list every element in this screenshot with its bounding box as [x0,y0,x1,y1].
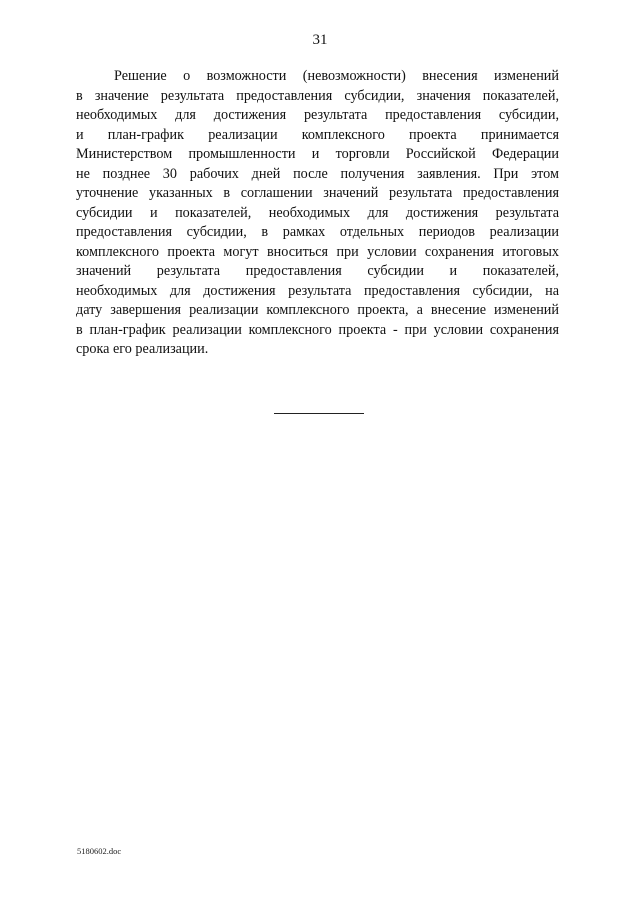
paragraph-line: срока его реализации. [76,341,209,357]
paragraph-line: комплексного проекта могут вноситься при условии сохранения итоговых [76,243,559,260]
page-number: 31 [312,32,328,48]
end-of-text-divider [274,413,364,414]
paragraph-line: дату завершения реализации комплексного проекта, а внесение изменений [76,302,559,318]
paragraph-line: значений результата предоставления субсидии и показателей, [76,263,559,279]
paragraph-line: необходимых для достижения результата предоставления субсидии, на [76,282,559,299]
paragraph-line: субсидии и показателей, необходимых для достижения результата [76,204,559,221]
paragraph-line: Решение о возможности (невозможности) внесения изменений [114,68,559,84]
paragraph-line: уточнение указанных в соглашении значений результата предоставления [76,185,559,201]
paragraph-line: в значение результата предоставления субсидии, значения показателей, [76,87,559,104]
paragraph-line: предоставления субсидии, в рамках отдельных периодов реализации [76,224,559,240]
paragraph-line: Министерством промышленности и торговли Российской Федерации [76,146,559,162]
paragraph [76,67,559,360]
document-file-code: 5180602.doc [77,846,122,856]
paragraph-line: и план-график реализации комплексного проекта принимается [76,126,559,143]
paragraph-line: в план-график реализации комплексного проекта - при условии сохранения [76,321,559,338]
paragraph-line: необходимых для достижения результата предоставления субсидии, [76,107,559,123]
paragraph-line: не позднее 30 рабочих дней после получения заявления. При этом [76,165,559,182]
